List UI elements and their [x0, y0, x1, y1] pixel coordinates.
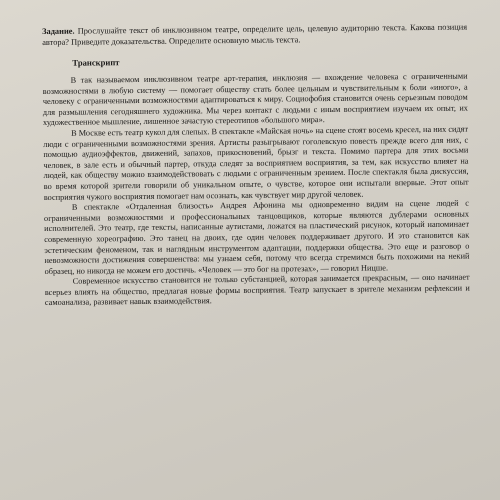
paragraph-2: В Москве есть театр кукол для слепых. В спектакле «Майская ночь» на сцене стоят восемь кресел, на них сидят люди с ограниченными возможностями зрения. Артисты разыгрывают гоголевскую повесть прежде всего для них, с помощью аудиоэффектов, движений, запахов, прикосновений, брызг и текста. Помимо партера для этих восьми человек, в зале есть и обычный партер, откуда следят за восприятием восприятия, за тем, как искусство влияет на людей, как обществу можно взаимодействовать с людьми с ограниченным зрением. После спектакля была дискуссия, во время которой зрители говорили об уникальном опыте, о чувстве, которое они испытали впервые. Этот опыт восприятия чужого восприятия помогает нам осознать, как чувствует мир другой человек. — [43, 124, 469, 202]
task-text: Прослушайте текст об инклюзивном театре, определите цель, целевую аудиторию текста. Какова позиция автора? Приведите доказательства. Определите основную мысль текста. — [42, 22, 468, 47]
document-content — [42, 22, 470, 309]
transcript-heading: Транскрипт — [72, 57, 120, 68]
paragraph-3: В спектакле «Отдаленная близость» Андрея Афонина мы одновременно видим на сцене людей с ограниченными возможностями и профессиональных танцовщиков, которые являются дублерами основных исполнителей. Это театр, где тексты, написанные аутистами, ложатся на пластический рисунок, который напоминает современную хореографию. Это танец на двоих, где один человек поддерживает другого. И это становится как эстетическим феноменом, так и наглядным инструментом адаптации, поддержки общества. Это еще и разговор о невозможности достижения совершенства: мы узнаем себя, потому что всегда стремимся быть похожими на некий образец, но никогда не можем его достичь. «Человек — это бог на протезах», — говорил Ницше. — [43, 198, 470, 276]
paragraph-1: В так называемом инклюзивном театре арт-терапия, инклюзия — вхождение человека с ограниченными возможностями в любую систему — помогает обществу стать более цельным и чувствительным к боли «иного», а человеку с ограниченными возможностями адаптироваться к миру. Социофобия становится очень серьезным поводом для размышления сегодняшнего художника. Мы через контакт с людьми с иным восприятием изучаем их опыт, их художественное мышление, лишенное зачастую стереотипов «большого мира». — [42, 71, 468, 128]
task-instruction — [42, 22, 467, 48]
task-label: Задание. — [42, 26, 75, 36]
paragraph-4: Современное искусство становится не только субстанцией, которая занимается прекрасным, — оно начинает всерьез влиять на общество, предлагая новые формы восприятия. Театр запускает в зрителе механизм рефлексии и самоанализа, развивает навык взаимодействия. — [44, 272, 470, 308]
